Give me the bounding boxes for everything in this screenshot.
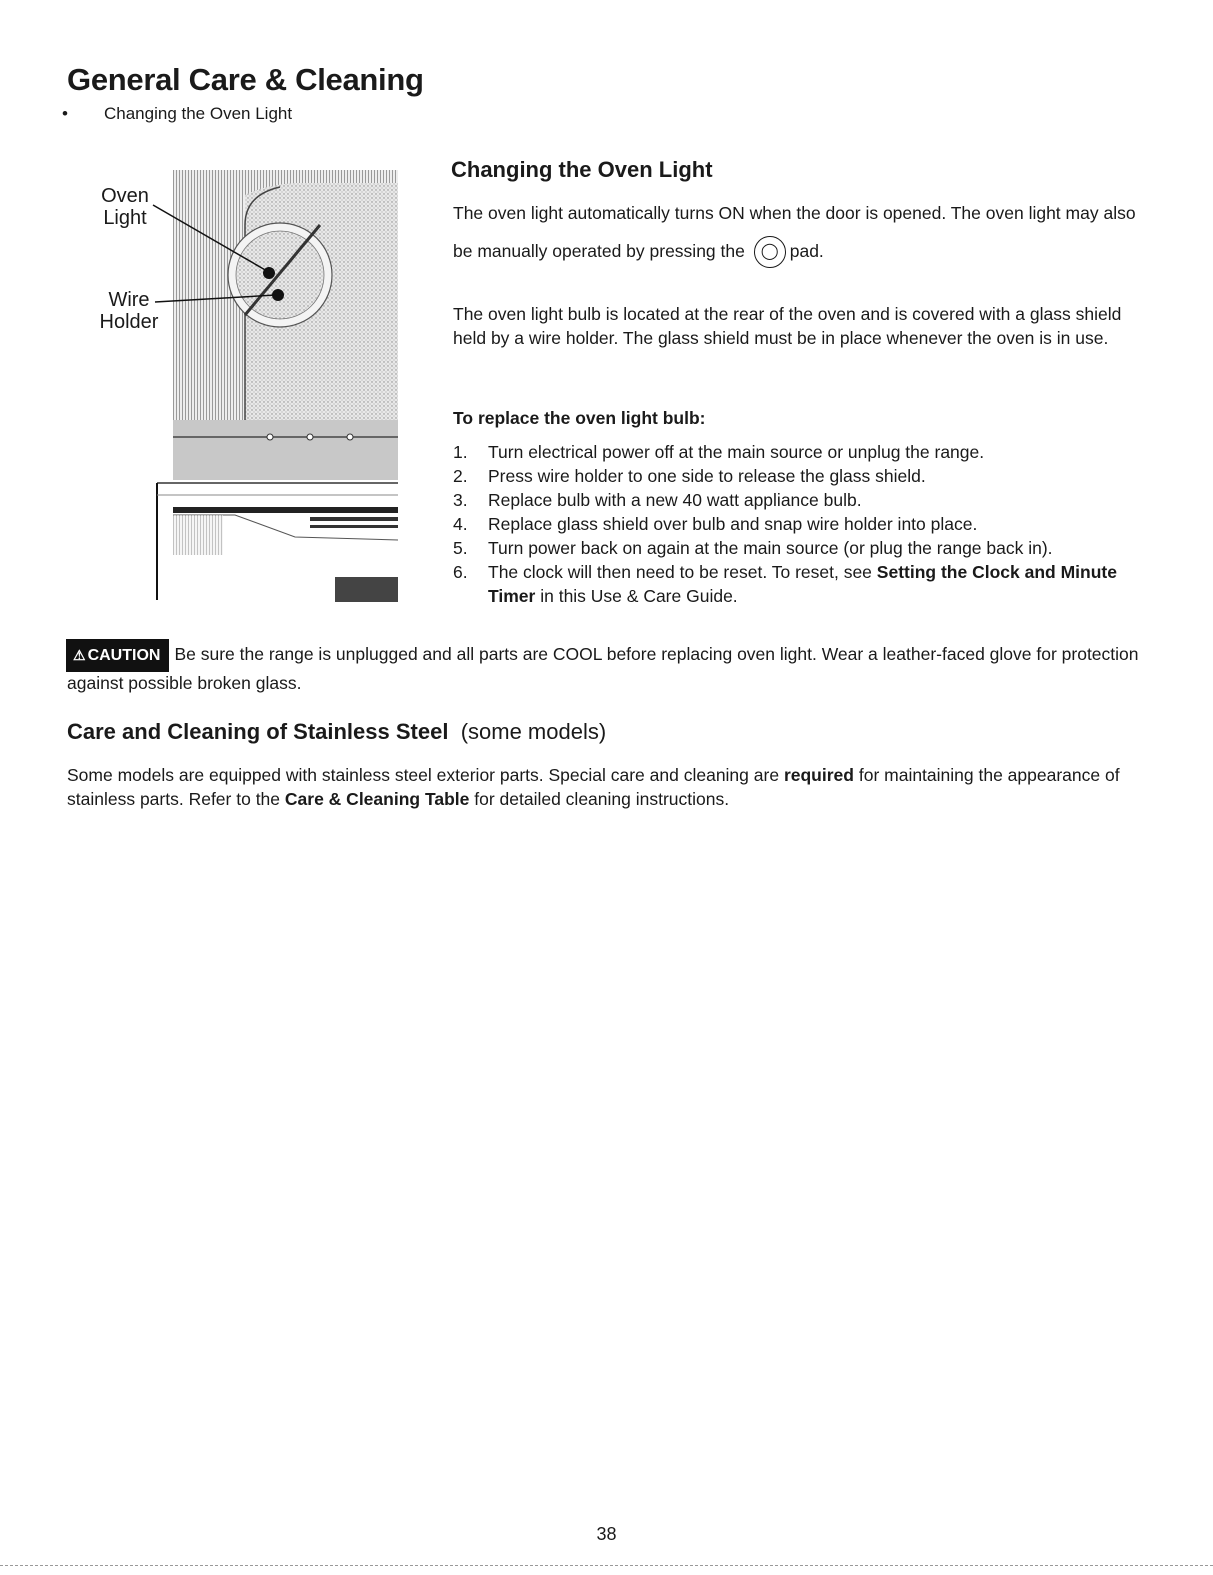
step-number: 6. — [453, 562, 468, 582]
step-text: Replace bulb with a new 40 watt appliance bulb. — [488, 490, 862, 510]
oven-light-heading: Changing the Oven Light — [451, 157, 713, 182]
step-number: 3. — [453, 490, 468, 510]
oven-light-illustration — [95, 165, 405, 605]
list-item — [453, 560, 1153, 608]
bulb-location-text: The oven light bulb is located at the rear of the oven and is covered with a glass shield held by a wire holder. The glass shield must be in place whenever the oven is in use. — [453, 304, 1122, 348]
light-bulb-icon: ◯ — [754, 236, 786, 268]
step-number: 1. — [453, 442, 468, 462]
footer-rule — [0, 1565, 1213, 1566]
warning-icon: ⚠ — [73, 647, 86, 663]
stainless-heading-bold: Care and Cleaning of Stainless Steel — [67, 719, 449, 744]
label-holder: Holder — [99, 311, 159, 333]
oven-light-intro — [453, 194, 1153, 270]
stainless-heading — [67, 719, 606, 745]
list-item — [453, 512, 1153, 536]
list-item — [453, 488, 1153, 512]
replace-bulb-steps — [453, 440, 1153, 608]
step-number: 2. — [453, 466, 468, 486]
list-item — [453, 536, 1153, 560]
list-item — [453, 464, 1153, 488]
clock-setting-reference: Setting the Clock and Minute Timer — [488, 562, 1117, 606]
label-light: Light — [103, 207, 147, 229]
caution-text: Be sure the range is unplugged and all parts are COOL before replacing oven light. Wear a leather-faced glove for protection against possible broken glass. — [67, 644, 1139, 693]
step-text — [488, 560, 1153, 608]
step-text: Turn power back on again at the main source (or plug the range back in). — [488, 538, 1053, 558]
label-wire-holder — [93, 289, 165, 333]
step-number: 4. — [453, 514, 468, 534]
required-emphasis: required — [783, 765, 854, 785]
oven-interior-drawing — [95, 165, 405, 605]
list-item — [453, 440, 1153, 464]
step-number: 5. — [453, 538, 468, 558]
caution-label: CAUTION — [87, 647, 161, 664]
label-oven-light — [95, 185, 155, 229]
bullet-text: Changing the Oven Light — [104, 104, 293, 123]
page-number: 38 — [596, 1524, 617, 1544]
bullet-dot: • — [62, 104, 68, 123]
intro-text: The oven light automatically turns ON when the door is opened. The oven light may also be manually operated by pressing the — [453, 203, 1136, 261]
care-table-reference: Care & Cleaning Table — [284, 789, 470, 809]
step-text-part: The clock will then need to be reset. To reset, see — [488, 562, 872, 582]
caution-badge — [67, 640, 168, 671]
step-text: Turn electrical power off at the main source or unplug the range. — [488, 442, 985, 462]
stainless-text-part: for maintaining the appearance of stainless parts. Refer to the — [67, 765, 1120, 809]
steps-heading: To replace the oven light bulb: — [453, 408, 706, 428]
stainless-text — [67, 763, 1157, 811]
intro-text-end: pad. — [789, 241, 824, 261]
stainless-heading-note: (some models) — [460, 719, 607, 744]
stainless-text-part: Some models are equipped with stainless steel exterior parts. Special care and cleaning are — [67, 765, 780, 785]
step-text-part: in this Use & Care Guide. — [540, 586, 738, 606]
stainless-text-part: for detailed cleaning instructions. — [474, 789, 730, 809]
step-text: Press wire holder to one side to release the glass shield. — [488, 466, 926, 486]
page-title: General Care & Cleaning — [67, 62, 424, 97]
step-text: Replace glass shield over bulb and snap wire holder into place. — [488, 514, 978, 534]
section-bullet — [62, 104, 292, 124]
label-wire: Wire — [108, 289, 150, 311]
caution-notice — [67, 640, 1157, 696]
label-oven: Oven — [101, 185, 149, 207]
